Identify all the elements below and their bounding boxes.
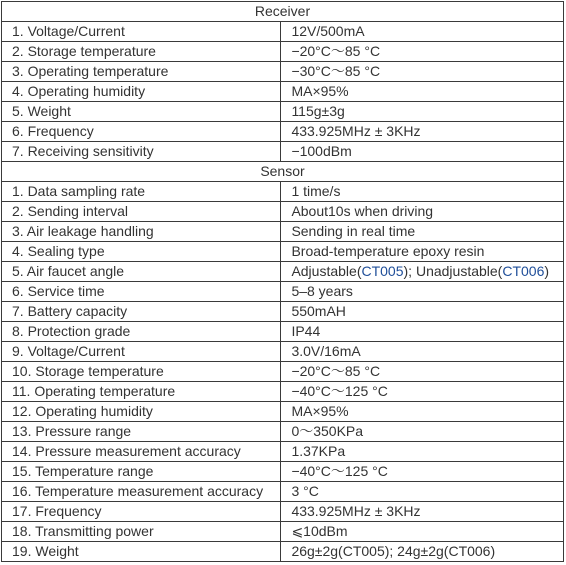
parameter-value: 26g±2g(CT005); 24g±2g(CT006) xyxy=(281,542,564,562)
parameter-name: 17. Frequency xyxy=(2,502,281,522)
value-text: ); Unadjustable( xyxy=(403,263,503,279)
parameter-name: 7. Receiving sensitivity xyxy=(2,142,281,162)
table-row xyxy=(2,442,564,462)
parameter-value xyxy=(281,262,564,282)
parameter-value: About10s when driving xyxy=(281,202,564,222)
table-row xyxy=(2,62,564,82)
table-row xyxy=(2,262,564,282)
table-row xyxy=(2,482,564,502)
value-text: ) xyxy=(544,263,550,279)
parameter-name: 3. Air leakage handling xyxy=(2,222,281,242)
table-row xyxy=(2,82,564,102)
table-row xyxy=(2,322,564,342)
parameter-value: 3.0V/16mA xyxy=(281,342,564,362)
table-row xyxy=(2,302,564,322)
sensor-section-title: Sensor xyxy=(2,162,564,182)
parameter-name: 1. Voltage/Current xyxy=(2,22,281,42)
receiver-section-title: Receiver xyxy=(2,2,564,22)
parameter-value: MA×95% xyxy=(281,402,564,422)
parameter-name: 8. Protection grade xyxy=(2,322,281,342)
model-code-ct006: CT006 xyxy=(502,263,545,279)
parameter-value: 1.37KPa xyxy=(281,442,564,462)
parameter-value: Sending in real time xyxy=(281,222,564,242)
parameter-value: 3 °C xyxy=(281,482,564,502)
table-row xyxy=(2,42,564,62)
parameter-value: 0〜350KPa xyxy=(281,422,564,442)
parameter-name: 1. Data sampling rate xyxy=(2,182,281,202)
parameter-value: 12V/500mA xyxy=(281,22,564,42)
table-row xyxy=(2,102,564,122)
parameter-value: −20°C〜85 °C xyxy=(281,42,564,62)
specification-table xyxy=(1,1,564,562)
parameter-name: 14. Pressure measurement accuracy xyxy=(2,442,281,462)
parameter-value: 1 time/s xyxy=(281,182,564,202)
parameter-value: MA×95% xyxy=(281,82,564,102)
value-text: Adjustable( xyxy=(291,263,362,279)
table-row xyxy=(2,342,564,362)
parameter-name: 4. Sealing type xyxy=(2,242,281,262)
parameter-value: Broad-temperature epoxy resin xyxy=(281,242,564,262)
parameter-value: 550mAH xyxy=(281,302,564,322)
parameter-name: 4. Operating humidity xyxy=(2,82,281,102)
parameter-value: 5–8 years xyxy=(281,282,564,302)
table-row xyxy=(2,282,564,302)
parameter-name: 6. Service time xyxy=(2,282,281,302)
parameter-name: 18. Transmitting power xyxy=(2,522,281,542)
table-row xyxy=(2,122,564,142)
table-row xyxy=(2,462,564,482)
parameter-name: 9. Voltage/Current xyxy=(2,342,281,362)
parameter-value: −20°C〜85 °C xyxy=(281,362,564,382)
table-row xyxy=(2,382,564,402)
table-row xyxy=(2,542,564,562)
parameter-name: 7. Battery capacity xyxy=(2,302,281,322)
parameter-name: 13. Pressure range xyxy=(2,422,281,442)
parameter-value: −40°C〜125 °C xyxy=(281,462,564,482)
parameter-name: 16. Temperature measurement accuracy xyxy=(2,482,281,502)
parameter-value: 433.925MHz ± 3KHz xyxy=(281,122,564,142)
table-row xyxy=(2,22,564,42)
parameter-name: 15. Temperature range xyxy=(2,462,281,482)
parameter-name: 3. Operating temperature xyxy=(2,62,281,82)
table-row xyxy=(2,142,564,162)
parameter-name: 10. Storage temperature xyxy=(2,362,281,382)
parameter-value: 115g±3g xyxy=(281,102,564,122)
parameter-value: 433.925MHz ± 3KHz xyxy=(281,502,564,522)
section-header-row xyxy=(2,162,564,182)
table-row xyxy=(2,222,564,242)
parameter-name: 11. Operating temperature xyxy=(2,382,281,402)
parameter-value: −100dBm xyxy=(281,142,564,162)
table-row xyxy=(2,362,564,382)
parameter-name: 5. Air faucet angle xyxy=(2,262,281,282)
parameter-value: ⩽10dBm xyxy=(281,522,564,542)
table-row xyxy=(2,202,564,222)
parameter-name: 5. Weight xyxy=(2,102,281,122)
parameter-value: −40°C〜125 °C xyxy=(281,382,564,402)
parameter-name: 6. Frequency xyxy=(2,122,281,142)
parameter-name: 19. Weight xyxy=(2,542,281,562)
table-row xyxy=(2,422,564,442)
parameter-value: IP44 xyxy=(281,322,564,342)
parameter-name: 12. Operating humidity xyxy=(2,402,281,422)
table-row xyxy=(2,402,564,422)
table-row xyxy=(2,182,564,202)
section-header-row xyxy=(2,2,564,22)
parameter-name: 2. Storage temperature xyxy=(2,42,281,62)
model-code-ct005: CT005 xyxy=(361,263,404,279)
parameter-value: −30°C〜85 °C xyxy=(281,62,564,82)
parameter-name: 2. Sending interval xyxy=(2,202,281,222)
table-row xyxy=(2,522,564,542)
table-row xyxy=(2,242,564,262)
table-row xyxy=(2,502,564,522)
